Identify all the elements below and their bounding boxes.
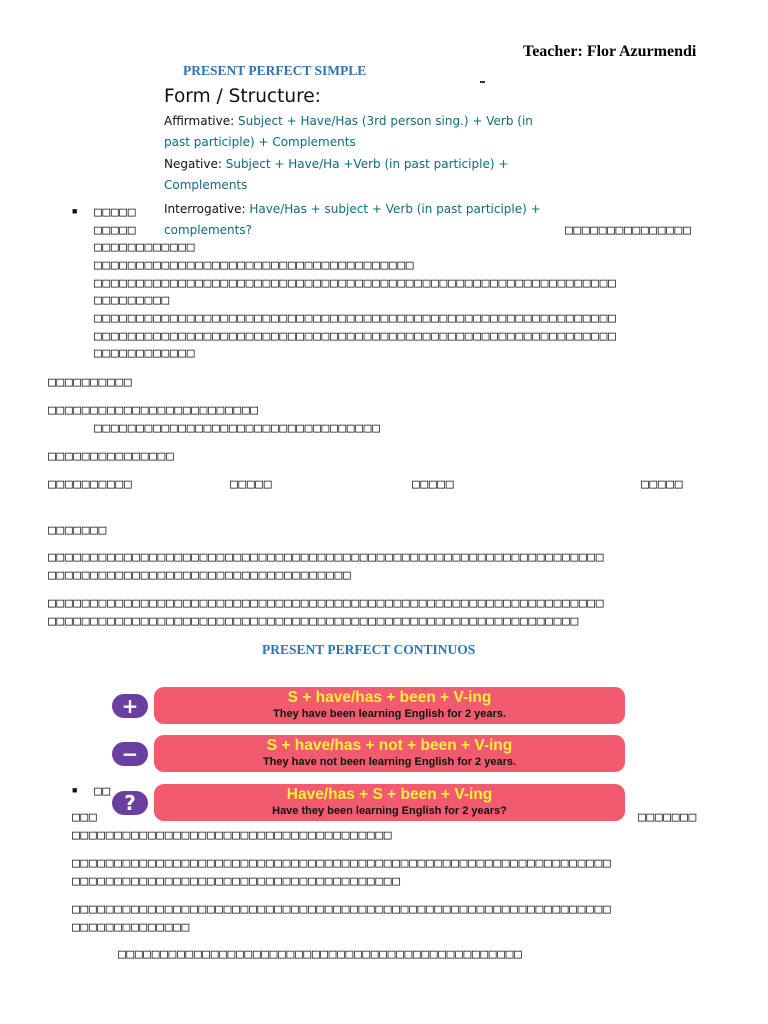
placeholder-text: □□□□□□□□□□□□□□□□□□□□□□□□□□□□□□□□□□□□□□□□□□□□□□□□□□□□□□□□□□□□□□ xyxy=(94,311,617,326)
bullet: ■ xyxy=(72,206,78,216)
negative-text-cont: Complements xyxy=(164,178,248,192)
stray-mark xyxy=(480,81,485,83)
affirmative-text-cont: past participle) + Complements xyxy=(164,135,356,149)
placeholder-text: □□□□□□□ xyxy=(638,810,697,825)
placeholder-text: □□ xyxy=(94,784,111,799)
affirmative-text: Subject + Have/Has (3rd person sing.) + Verb (in xyxy=(234,114,533,128)
affirmative-label: Affirmative: xyxy=(164,114,235,128)
placeholder-text: □□□□□□□□□□□□□□ xyxy=(72,920,190,935)
minus-icon: − xyxy=(112,742,148,766)
interrogative-text-cont: complements? xyxy=(164,223,252,237)
placeholder-text: □□□□□□□□□□□□ xyxy=(94,240,196,255)
negative-formula: S + have/has + not + been + V-ing xyxy=(266,737,513,754)
negative-line-cont xyxy=(164,178,247,192)
interrogative-text: Have/Has + subject + Verb (in past participle) + xyxy=(245,202,541,216)
placeholder-text: □□□□□□□□□□ xyxy=(48,375,133,390)
question-icon: ? xyxy=(112,791,148,815)
affirmative-pill xyxy=(154,687,625,724)
placeholder-text: □□□□□ xyxy=(94,205,137,220)
placeholder-text: □□□□□□□□□□□□□□□□□□□□□□□□□□□□□□□□□□□□□□□□□□□□□□□□□□□□□□□□□□□□□□□□ xyxy=(72,856,612,871)
placeholder-text: □□□□□□□□□□□□□□□□□□□□□□□□□□□□□□□□□□□□□□□□□□□□□□□□□□□□□□□□□□□□□□□□□□ xyxy=(48,550,605,565)
placeholder-text: □□□□□□□□□□□□□□□□□□□□□□□□□□□□□□□□□□□□□□□□□□□□□□□□□□□□□□□□□□□□□□ xyxy=(94,276,617,291)
interrogative-line-cont xyxy=(164,223,252,237)
placeholder-text: □□□□□□□□□□□□□□□□□□□□□□□□□□□□□□□□□□□□□□ xyxy=(72,828,393,843)
placeholder-text: □□□□□□□□□□ xyxy=(48,477,133,492)
placeholder-text: □□□□□□□□□□□□ xyxy=(94,346,196,361)
affirmative-line-cont xyxy=(164,135,356,149)
plus-icon: + xyxy=(112,694,148,718)
placeholder-text: □□□□□□□□□□□□□□□□□□□□□□□□□□□□□□□□□□ xyxy=(94,421,381,436)
placeholder-text: □□□□□□□□□□□□□□□□□□□□□□□□□□□□□□□□□□□□ xyxy=(48,568,352,583)
placeholder-text: □□□□□□□□□□□□□□□□□□□□□□□□□□□□□□□□□□□□□□□□□□□□□□□□□□□□□□□□□□□□□□□□ xyxy=(72,902,612,917)
placeholder-text: □□□□□ xyxy=(641,477,684,492)
interrogative-line xyxy=(164,202,541,216)
bullet: ■ xyxy=(72,785,78,795)
affirmative-line xyxy=(164,114,533,128)
placeholder-text: □□□ xyxy=(72,810,98,825)
interrogative-formula: Have/has + S + been + V-ing xyxy=(286,786,493,803)
section-title-present-perfect-simple: PRESENT PERFECT SIMPLE xyxy=(183,63,367,78)
teacher-name: Teacher: Flor Azurmendi xyxy=(523,43,697,60)
interrogative-pill xyxy=(154,784,625,821)
placeholder-text: □□□□□ xyxy=(412,477,455,492)
placeholder-text: □□□□□□□□□□□□□□□ xyxy=(565,223,692,238)
interrogative-label: Interrogative: xyxy=(164,202,246,216)
placeholder-text: □□□□□□□□□□□□□□□□□□□□□□□□□□□□□□□□□□□□□□□□□□□□□□□□ xyxy=(118,947,523,962)
placeholder-text: □□□□□□□□□□□□□□□□□□□□□□□□□□□□□□□□□□□□□□□□□□□□□□□□□□□□□□□□□□□□□□□□□□ xyxy=(48,596,605,611)
placeholder-text: □□□□□□□□□ xyxy=(94,293,170,308)
placeholder-text: □□□□□□□ xyxy=(48,523,107,538)
placeholder-text: □□□□□□□□□□□□□□□□□□□□□□□□□□□□□□□□□□□□□□□□□□□□□□□□□□□□□□□□□□□□□□□ xyxy=(48,614,579,629)
affirmative-example: They have been learning English for 2 years. xyxy=(273,708,506,720)
negative-line xyxy=(164,157,508,171)
placeholder-text: □□□□□ xyxy=(230,477,273,492)
form-structure-heading: Form / Structure: xyxy=(164,86,321,107)
placeholder-text: □□□□□□□□□□□□□□□□□□□□□□□□□ xyxy=(48,403,259,418)
placeholder-text: □□□□□ xyxy=(94,223,137,238)
section-title-present-perfect-continuous: PRESENT PERFECT CONTINUOS xyxy=(262,642,476,657)
negative-label: Negative: xyxy=(164,157,222,171)
placeholder-text: □□□□□□□□□□□□□□□ xyxy=(48,449,175,464)
negative-text: Subject + Have/Ha +Verb (in past participle) + xyxy=(221,157,509,171)
negative-example: They have not been learning English for 2 years. xyxy=(262,756,517,768)
affirmative-formula: S + have/has + been + V-ing xyxy=(287,689,492,706)
placeholder-text: □□□□□□□□□□□□□□□□□□□□□□□□□□□□□□□□□□□□□□ xyxy=(94,258,415,273)
placeholder-text: □□□□□□□□□□□□□□□□□□□□□□□□□□□□□□□□□□□□□□□ xyxy=(72,874,401,889)
placeholder-text: □□□□□□□□□□□□□□□□□□□□□□□□□□□□□□□□□□□□□□□□□□□□□□□□□□□□□□□□□□□□□□ xyxy=(94,329,617,344)
interrogative-example: Have they been learning English for 2 years? xyxy=(272,805,507,817)
negative-pill xyxy=(154,735,625,772)
